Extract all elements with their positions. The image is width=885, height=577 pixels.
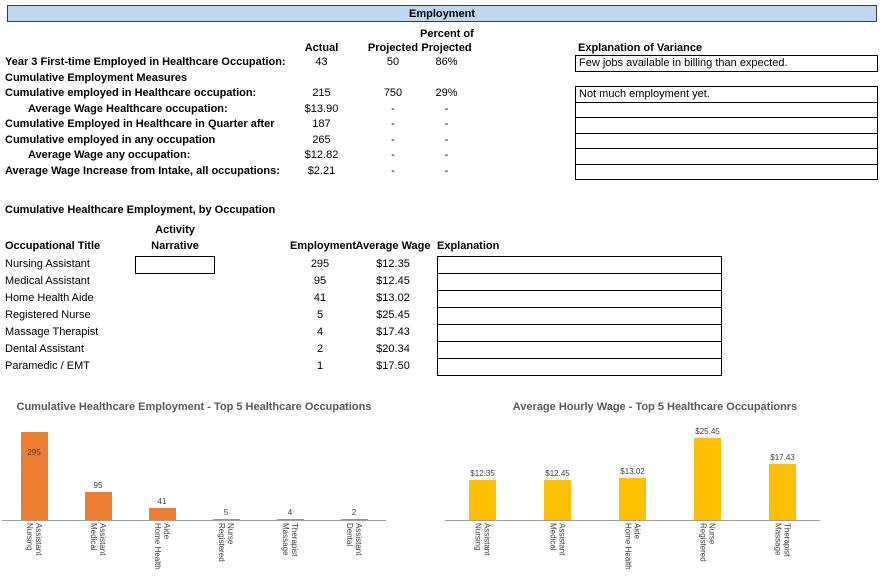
x-axis-label-wrap [322,521,386,575]
actual-value: $12.82 [304,149,339,161]
wage-bar-chart [445,396,865,575]
x-axis-label-wrap [258,521,322,575]
actual-value: $2.21 [307,164,336,177]
variance-row [0,164,885,180]
bar-stack [445,421,520,521]
explanation-cell[interactable] [575,164,878,181]
row-label: Year 3 First-time Employed in Healthcare Occupation: [5,56,286,68]
x-axis-label-wrap [194,521,258,575]
variance-row [0,71,885,87]
bar-value-label: 295 [27,447,41,457]
chart-plot-area [445,421,820,575]
x-axis-label: Home Health Aide [153,523,171,570]
x-axis-label-wrap [670,521,745,575]
bar [769,464,796,520]
bar [544,480,571,520]
x-axis-label: Massage Therapist [281,523,299,557]
employment-bar-chart [2,396,386,575]
col-header-projected: Projected [367,42,419,54]
variance-row [0,117,885,133]
actual-value: $13.90 [304,102,339,115]
percent-value: 29% [435,87,458,99]
percent-value: - [444,102,449,115]
occupation-title: Registered Nurse [5,309,91,321]
explanation-cell[interactable] [437,256,722,274]
x-axis-label-wrap [2,521,66,575]
row-label: Cumulative employed in any occupation [5,133,216,146]
col-header-narrative: Narrative [151,240,199,252]
x-axis-label-wrap [520,521,595,575]
employment-value: 1 [316,360,324,372]
bar-value-label: 4 [287,507,293,517]
actual-value: 265 [312,133,331,146]
projected-value: 750 [383,87,403,99]
occupation-title: Paramedic / EMT [5,360,90,372]
bar-stack [2,421,66,521]
wage-value: $17.50 [376,360,410,372]
bar-value-label: $17.43 [770,452,795,462]
bar [85,492,112,521]
bar-value-label: $12.35 [470,469,495,479]
row-label: Average Wage any occupation: [28,149,191,161]
chart-plot-area [2,421,386,575]
x-axis-label-wrap [745,521,820,575]
bar-stack [130,421,194,521]
occupation-title: Nursing Assistant [5,258,90,270]
bar-stack [258,421,322,521]
x-axis-label-wrap [595,521,670,575]
bar [21,432,48,521]
occupation-row [0,256,885,273]
col-header-employment: Employment [290,240,357,252]
occupation-title: Home Health Aide [5,292,94,304]
bar [277,519,304,520]
variance-row [0,133,885,149]
x-axis-label: Home Health Aide [623,523,642,570]
x-axis-label: Medical Assistant [89,523,107,556]
bar [694,438,721,520]
activity-narrative-cell[interactable] [135,256,215,274]
bar-value-label: $25.45 [695,427,720,437]
occupation-row [0,307,885,324]
x-axis-label: Registered Nurse [217,523,235,562]
col-header-percent-projected: Projected [421,42,472,54]
bar-stack [595,421,670,521]
bar-value-label: 95 [93,480,103,490]
occupation-row [0,358,885,375]
x-axis-label: Medical Assistant [548,523,567,556]
employment-value: 95 [313,275,327,287]
occupation-title: Medical Assistant [5,275,90,287]
variance-row [0,102,885,118]
bar-group [130,421,194,575]
percent-value: - [444,149,449,161]
bar-value-label: $12.45 [545,468,570,478]
bar-stack [745,421,820,521]
bar-stack [520,421,595,521]
percent-value: - [444,133,449,146]
row-label: Cumulative employed in Healthcare occupation: [5,87,257,99]
explanation-cell[interactable]: Not much employment yet. [575,86,878,103]
x-axis-label: Registered Nurse [698,523,717,562]
bar-stack [66,421,130,521]
row-label: Average Wage Increase from Intake, all occupations: [5,164,280,177]
explanation-cell[interactable] [437,358,722,376]
wage-value: $12.35 [376,258,410,270]
bar-group [258,421,322,575]
col-header-explanation-of-variance: Explanation of Variance [578,42,703,54]
col-header-percent-of: Percent of [420,28,474,40]
wage-value: $17.43 [376,326,410,338]
sheet-title: Employment [7,5,877,22]
x-axis-label-wrap [445,521,520,575]
bar [213,519,240,521]
variance-row [0,86,885,102]
variance-row [0,148,885,164]
projected-value: - [391,118,395,130]
employment-value: 4 [316,326,324,338]
bar-group [194,421,258,575]
explanation-cell[interactable] [575,102,878,119]
bar [149,508,176,520]
explanation-cell[interactable] [437,290,722,308]
bar-group [520,421,595,575]
variance-rows [0,55,885,179]
x-axis-label: Nursing Assistant [473,523,492,556]
chart-title: Average Hourly Wage - Top 5 Healthcare Occupationrs [512,401,798,413]
variance-row [0,55,885,71]
percent-value: 86% [435,56,458,68]
explanation-cell[interactable] [437,324,722,342]
bar-group [445,421,520,575]
projected-value: - [391,102,395,115]
bar-group [66,421,130,575]
col-header-activity: Activity [155,224,195,236]
x-axis-label-wrap [130,521,194,575]
col-header-explanation: Explanation [437,240,500,252]
x-axis-label: Nursing Assistant [25,523,43,556]
wage-value: $13.02 [376,292,410,304]
explanation-cell[interactable] [437,341,722,359]
x-axis-label: Massage Therapist [773,523,792,557]
occupation-row [0,341,885,358]
col-header-occupational-title: Occupational Title [5,240,101,252]
occupation-rows [0,256,885,375]
bar-value-label: 5 [223,507,229,517]
bar-stack [322,421,386,521]
explanation-cell[interactable] [575,133,878,150]
projected-value: - [391,133,395,146]
projected-value: - [391,149,395,161]
bar-group [670,421,745,575]
explanation-cell[interactable] [437,307,722,325]
chart-title: Cumulative Healthcare Employment - Top 5 Healthcare Occupations [16,401,372,413]
col-header-average-wage: Average Wage [355,240,431,252]
bar [469,480,496,520]
bar-group [595,421,670,575]
occupation-title: Massage Therapist [5,326,99,338]
explanation-cell[interactable] [575,148,878,165]
bar [619,478,646,520]
bar-group [322,421,386,575]
employment-value: 295 [310,258,330,270]
actual-value: 43 [315,56,328,68]
wage-value: $25.45 [376,309,410,321]
wage-value: $20.34 [376,343,410,355]
explanation-cell[interactable] [437,273,722,291]
employment-value: 2 [316,343,324,355]
explanation-cell[interactable] [575,117,878,134]
actual-value: 215 [312,87,331,99]
occupation-row [0,290,885,307]
row-label: Average Wage Healthcare occupation: [28,102,228,115]
percent-value: - [444,118,449,130]
percent-value: - [444,164,449,177]
occupation-section-title: Cumulative Healthcare Employment, by Occupation [5,204,276,216]
bar-group [745,421,820,575]
projected-value: 50 [386,56,400,68]
bar-value-label: $13.02 [620,467,645,477]
x-axis-label: Dental Assistant [345,523,363,556]
bar-stack [670,421,745,521]
bar-stack [194,421,258,521]
bar-value-label: 41 [157,496,167,506]
actual-value: 187 [312,118,331,130]
row-label: Cumulative Employed in Healthcare in Quarter after [5,118,275,130]
wage-value: $12.45 [376,275,410,287]
projected-value: - [391,164,395,177]
bar-group [2,421,66,575]
x-axis-label-wrap [66,521,130,575]
bar-value-label: 2 [351,508,357,518]
row-label: Cumulative Employment Measures [5,71,188,84]
col-header-actual: Actual [304,42,339,54]
occupation-title: Dental Assistant [5,343,84,355]
employment-value: 41 [313,292,327,304]
occupation-row [0,324,885,341]
bar [341,519,368,520]
occupation-row [0,273,885,290]
employment-value: 5 [316,309,324,321]
explanation-cell[interactable]: Few jobs available in billing than expected. [575,55,878,72]
